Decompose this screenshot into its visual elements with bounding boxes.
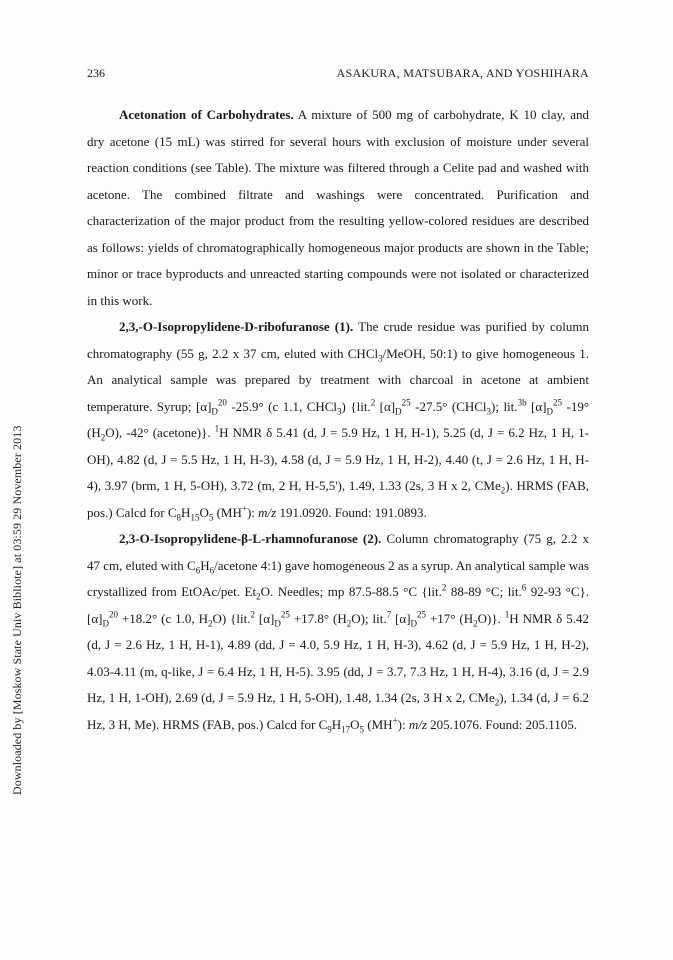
compound-2-heading: 2,3-O-Isopropylidene-β-L-rhamnofuranose (2). (119, 531, 382, 546)
running-head-authors: ASAKURA, MATSUBARA, AND YOSHIHARA (336, 66, 589, 80)
subscript: 2 (208, 618, 213, 629)
compound-1-text: O (199, 504, 209, 520)
superscript: 25 (401, 397, 411, 408)
superscript: 1 (214, 423, 220, 434)
article-body (87, 102, 589, 738)
compound-2-text: [α] (254, 610, 275, 626)
subscript: 2 (494, 697, 500, 708)
superscript: 20 (108, 609, 118, 620)
subscript: D (102, 618, 109, 629)
superscript: + (241, 503, 247, 514)
compound-2-text: ), 1.34 (d, J = 6.2 Hz, 3 H, Me). HRMS (FAB, pos.) Calcd for C (87, 690, 589, 732)
compound-2-text: O) {lit. (212, 610, 251, 626)
subscript: D (211, 406, 218, 417)
running-head (87, 66, 589, 82)
compound-2-text: (MH (364, 716, 393, 732)
compound-1-heading: 2,3,-O-Isopropylidene-D-ribofuranose (1). (119, 319, 354, 334)
subscript: D (395, 406, 402, 417)
compound-1-text: /MeOH, 50:1) to give homogeneous 1. An analytical sample was prepared by treatment with charcoal in acetone at ambient temperature. Syrup; [α] (87, 345, 589, 414)
compound-2-text: /acetone 4:1) gave homogeneous 2 as a syrup. An analytical sample was crystallized from EtOAc/pet. Et (87, 557, 589, 599)
compound-2-text: H (331, 716, 342, 732)
subscript: 15 (190, 512, 200, 523)
compound-1-text: ). HRMS (FAB, pos.) Calcd for C (87, 478, 589, 520)
page-number: 236 (87, 66, 105, 80)
compound-1-text: [α] (375, 398, 396, 414)
compound-2-text: O. Needles; mp 87.5-88.5 °C {lit. (260, 584, 442, 599)
subscript: 6 (209, 565, 215, 576)
subscript: 2 (346, 618, 352, 629)
compound-2-paragraph (87, 526, 589, 738)
compound-2-text: [α] (391, 610, 411, 626)
compound-2-text: ): (397, 716, 409, 732)
download-watermark-text: Downloaded by [Moskow State Univ Bibliote] at 03:59 29 November 2013 (10, 425, 24, 795)
reference-superscript: 7 (386, 609, 392, 620)
compound-1-text: The crude residue was purified by column chromatography (55 g, 2.2 x 37 cm, eluted with CHCl (87, 319, 590, 361)
compound-1-text: [α] (526, 398, 547, 414)
compound-1-text: 191.0920. Found: 191.0893. (276, 504, 427, 520)
compound-1-text: -27.5° (CHCl (410, 398, 487, 414)
superscript: 25 (417, 609, 427, 620)
reference-superscript: 2 (250, 609, 255, 620)
subscript: 5 (359, 724, 365, 735)
compound-2-text: m/z (408, 716, 427, 732)
reference-superscript: 3b (517, 397, 527, 408)
compound-1-text: ): (246, 504, 259, 520)
subscript: 2 (256, 591, 261, 602)
compound-2-text: O); lit. (351, 610, 387, 626)
compound-2-text: H NMR δ 5.42 (d, J = 2.6 Hz, 1 H, H-1), 4.89 (dd, J = 4.0, 5.9 Hz, 1 H, H-3), 4.62 (d, J = 5.9 Hz, 1 H, H-2), 4.03-4.11 (m, q-like, J = 6.4 Hz, 1 H, H-5). 3.95 (dd, J = 3.7, 7.3 Hz, 1 H, H-4), 3.16 (d, J = 2.9 Hz, 1 H, 1-OH), 2.69 (d, J = 5.9 Hz, 1 H, 5-OH), 1.48, 1.34 (2s, 3 H x 2, CMe (87, 610, 589, 705)
subscript: D (274, 618, 281, 629)
compound-2-text: +18.2° (c 1.0, H (117, 610, 208, 626)
superscript: + (392, 715, 398, 726)
subscript: 2 (100, 432, 106, 443)
superscript: 25 (280, 609, 290, 620)
subscript: D (410, 618, 418, 629)
subscript: 3 (486, 406, 492, 417)
acetonation-paragraph (87, 102, 589, 314)
superscript: 1 (504, 609, 510, 620)
superscript: 25 (553, 397, 563, 408)
compound-1-text: -25.9° (c 1.1, CHCl (226, 398, 338, 414)
subscript: 17 (341, 724, 351, 735)
compound-1-text: H (181, 504, 191, 520)
reference-superscript: 2 (441, 582, 447, 593)
subscript: 3 (337, 406, 342, 417)
compound-1-text: O), -42° (acetone)}. (105, 425, 215, 440)
compound-2-text: H (200, 557, 210, 573)
compound-2-text: 205.1076. Found: 205.1105. (426, 716, 578, 732)
acetonation-heading: Acetonation of Carbohydrates. (119, 107, 294, 122)
subscript: 2 (473, 618, 478, 629)
subscript: 5 (208, 512, 214, 523)
compound-1-text: -19° (H (87, 398, 590, 440)
compound-1-text: (MH (213, 504, 242, 520)
subscript: D (546, 406, 554, 417)
subscript: 8 (176, 512, 182, 523)
compound-2-text: 88-89 °C; lit. (446, 584, 522, 599)
compound-2-text: Column chromatography (75 g, 2.2 x 47 cm, eluted with C (87, 531, 589, 573)
compound-1-text: ); lit. (491, 398, 518, 414)
compound-1-text: m/z (258, 504, 277, 520)
compound-2-text: O)}. (477, 610, 505, 626)
compound-2-text: O (350, 716, 360, 732)
reference-superscript: 2 (370, 397, 376, 408)
reference-superscript: 6 (521, 582, 527, 593)
subscript: 6 (195, 565, 201, 576)
compound-1-text: ) {lit. (341, 398, 371, 414)
download-watermark (10, 155, 24, 795)
compound-2-text: +17.8° (H (289, 610, 347, 626)
compound-2-text: 92-93 °C}. [α] (87, 584, 589, 626)
subscript: 9 (327, 724, 332, 735)
subscript: 2 (500, 485, 506, 496)
compound-1-text: H NMR δ 5.41 (d, J = 5.9 Hz, 1 H, H-1), 5.25 (d, J = 6.2 Hz, 1 H, 1-OH), 4.82 (d, J = 5.5 Hz, 1 H, H-3), 4.58 (d, J = 5.9 Hz, 1 H, H-2), 4.40 (t, J = 2.6 Hz, 1 H, H-4), 3.97 (brm, 1 H, 5-OH), 3.72 (m, 2 H, H-5,5'), 1.49, 1.33 (2s, 3 H x 2, CMe (87, 425, 589, 493)
compound-2-text: +17° (H (426, 610, 474, 626)
subscript: 3 (378, 353, 383, 364)
compound-1-paragraph (87, 314, 589, 526)
acetonation-text: A mixture of 500 mg of carbohydrate, K 10 clay, and dry acetone (15 mL) was stirred for several hours with exclusion of moisture under several reaction conditions (see Table). The mixture was filtered through a Celite pad and washed with acetone. The combined filtrate and washings were concentrated. Purification and characterization of the major product from the resulting yellow-colored residues are described as follows: yields of chromatographically homogeneous major products are shown in the Table; minor or trace byproducts and unreacted starting compounds were not isolated or characterized in this work. (87, 107, 589, 308)
superscript: 20 (217, 397, 227, 408)
